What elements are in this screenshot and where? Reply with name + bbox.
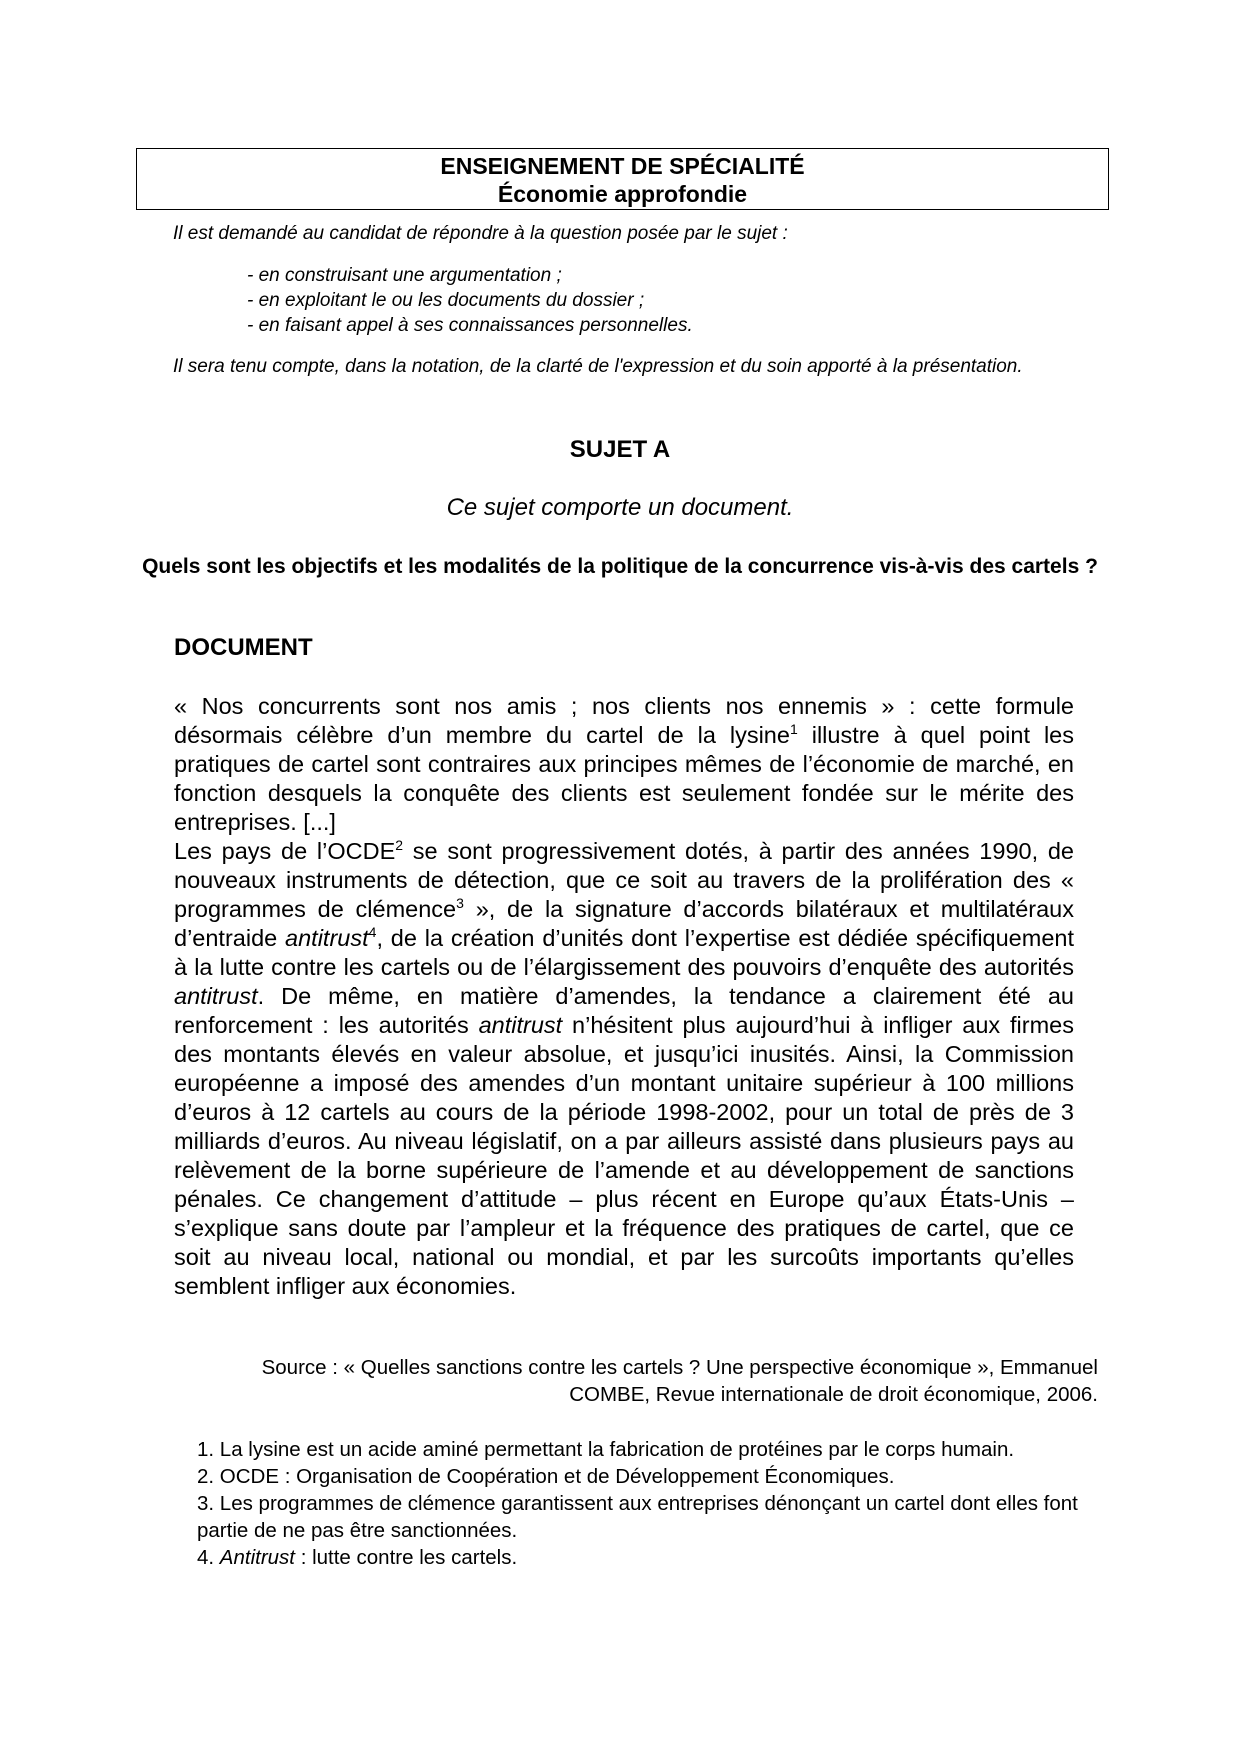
term-antitrust: antitrust [478, 1012, 563, 1038]
sujet-question: Quels sont les objectifs et les modalités de la politique de la concurrence vis-à-vis des cartels ? [142, 555, 1098, 578]
footnote-4-text: : lutte contre les cartels. [295, 1546, 518, 1569]
footnote-ref-4: 4 [368, 924, 377, 941]
footnote-ref-2: 2 [395, 837, 404, 854]
instruction-item: - en construisant une argumentation ; [247, 265, 562, 286]
document-paragraph-2 [174, 837, 1074, 1301]
text-span: , de la création d’unités dont l’expertise est dédiée spécifiquement à la lutte contre les cartels ou de l’élargissement des pouvoirs d’enquête des autorités [174, 925, 1074, 980]
text-span: n’hésitent plus aujourd’hui à infliger aux firmes des montants élevés en valeur absolue, et jusqu’ici inusités. Ainsi, la Commission européenne a imposé des amendes d’un montant unitaire supérieur à 100 millions d’euros à 12 cartels au cours de la période 1998-2002, pour un total de près de 3 milliards d’euros. Au niveau législatif, on a par ailleurs assisté dans plusieurs pays au relèvement de la borne supérieure de l’amende et au développement de sanctions pénales. Ce changement d’attitude – plus récent en Europe qu’aux États-Unis – s’explique sans doute par l’ampleur et la fréquence des pratiques de cartel, que ce soit au niveau local, national ou mondial, et par les surcoûts importants qu’elles semblent infliger aux économies. [174, 1012, 1074, 1299]
footnote-ref-3: 3 [456, 895, 464, 912]
source-line-2: COMBE, Revue internationale de droit économique, 2006. [569, 1383, 1098, 1406]
text-span: Les pays de l’OCDE [174, 838, 396, 864]
term-antitrust: antitrust [174, 983, 258, 1009]
text-span: », de la signature d’accords bilatéraux et multilatéraux d’entraide [174, 896, 1074, 951]
text-span: illustre à quel point les pratiques de cartel sont contraires aux principes mêmes de l’économie de marché, en fonction desquels la conquête des clients est seulement fondée sur le mérite des entreprises. [...] [174, 722, 1074, 835]
instructions-note: Il sera tenu compte, dans la notation, de la clarté de l'expression et du soin apporté à la présentation. [173, 356, 1023, 377]
sujet-subtitle: Ce sujet comporte un document. [446, 494, 794, 521]
text-span: . De même, en matière d’amendes, la tendance a clairement été au renforcement : les autorités [174, 983, 1074, 1038]
instruction-item: - en exploitant le ou les documents du dossier ; [247, 290, 645, 311]
instructions-list [247, 263, 1098, 338]
header-subtitle: Économie approfondie [497, 181, 748, 207]
header-title: ENSEIGNEMENT DE SPÉCIALITÉ [440, 153, 805, 179]
footnote-4-number: 4. [197, 1546, 220, 1569]
footnote-4 [197, 1544, 1097, 1571]
footnote-4-term: Antitrust [219, 1546, 295, 1569]
footnote-1: 1. La lysine est un acide aminé permettant la fabrication de protéines par le corps humain. [197, 1438, 1015, 1461]
source-line-1: Source : « Quelles sanctions contre les cartels ? Une perspective économique », Emmanuel [261, 1356, 1098, 1379]
text-span: se sont progressivement dotés, à partir des années 1990, de nouveaux instruments de détection, que ce soit au travers de la prolifération des « programmes de clémence [174, 838, 1075, 922]
instructions [173, 222, 1098, 379]
footnote-ref-1: 1 [789, 721, 798, 738]
header-box [136, 148, 1109, 210]
document-paragraph-1 [174, 692, 1074, 837]
term-antitrust: antitrust [285, 925, 369, 951]
instructions-intro: Il est demandé au candidat de répondre à la question posée par le sujet : [173, 223, 788, 244]
footnote-2: 2. OCDE : Organisation de Coopération et de Développement Économiques. [197, 1465, 895, 1488]
sujet-title: SUJET A [569, 436, 671, 463]
instruction-item: - en faisant appel à ses connaissances personnelles. [247, 315, 693, 336]
document-body [174, 692, 1074, 1301]
source-citation [140, 1354, 1098, 1408]
document-heading: DOCUMENT [174, 634, 313, 661]
footnotes [197, 1436, 1097, 1571]
text-span: « Nos concurrents sont nos amis ; nos clients nos ennemis » : cette formule désormais célèbre d’un membre du cartel de la lysine [174, 693, 1074, 748]
footnote-3: 3. Les programmes de clémence garantissent aux entreprises dénonçant un cartel dont elles font partie de ne pas être sanctionnées. [197, 1492, 1078, 1542]
